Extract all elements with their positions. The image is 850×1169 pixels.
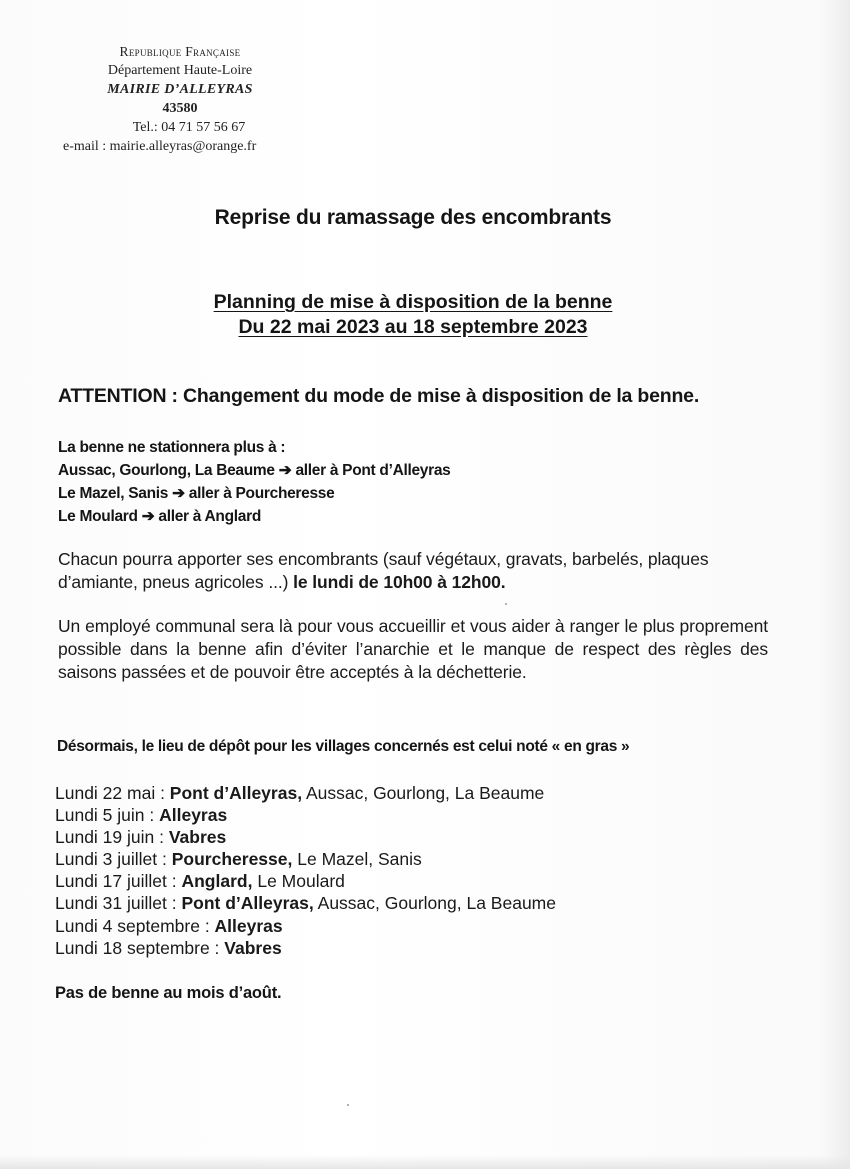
schedule-other-villages: Aussac, Gourlong, La Beaume — [313, 893, 556, 914]
redirect-row — [58, 459, 451, 482]
paragraph-drop-off-text: Chacun pourra apporter ses encombrants (sauf végétaux, gravats, barbelés, plaques d’amiante, pneus agricoles ...) — [58, 549, 709, 592]
schedule-date: Lundi 3 juillet : — [55, 849, 172, 870]
schedule-row — [55, 870, 556, 892]
redirect-row — [58, 505, 451, 528]
no-august-notice: Pas de benne au mois d’août. — [55, 984, 282, 1002]
redirect-to: aller à Anglard — [158, 508, 261, 525]
schedule-date: Lundi 31 juillet : — [55, 893, 182, 914]
scan-speck — [505, 603, 507, 605]
scan-bottom-shadow — [0, 1155, 850, 1169]
paragraph-employee: Un employé communal sera là pour vous accueillir et vous aider à ranger le plus proprement possible dans la benne afin d’éviter l’anarchie et le manque de respect des règles des saisons passées et de pouvoir être acceptés à la déchetterie. — [58, 616, 768, 682]
document-title: Reprise du ramassage des encombrants — [214, 206, 612, 229]
schedule-row — [55, 826, 556, 848]
schedule-date: Lundi 17 juillet : — [55, 871, 182, 892]
letterhead-mairie: MAIRIE D’ALLEYRAS — [107, 82, 253, 97]
schedule-main-location: Pourcheresse, — [171, 849, 293, 870]
planning-heading-line2: Du 22 mai 2023 au 18 septembre 2023 — [238, 316, 588, 338]
schedule-row — [55, 892, 556, 914]
redirect-row — [58, 482, 451, 505]
redirect-from: Aussac, Gourlong, La Beaume — [58, 462, 275, 479]
schedule-date: Lundi 19 juin : — [55, 827, 169, 848]
redirect-to: aller à Pont d’Alleyras — [295, 462, 451, 479]
arrow-right-icon: ➔ — [278, 462, 292, 479]
planning-heading-line1: Planning de mise à disposition de la benne — [213, 291, 613, 313]
no-stop-list — [58, 436, 451, 528]
schedule-other-villages: Aussac, Gourlong, La Beaume — [302, 783, 545, 803]
letterhead-email: e-mail : mairie.alleyras@orange.fr — [63, 139, 257, 154]
schedule-main-location: Anglard, — [181, 871, 253, 892]
planning-heading — [0, 290, 826, 340]
paragraph-drop-off — [58, 548, 768, 594]
letterhead — [55, 42, 305, 156]
paragraph-drop-off-schedule: le lundi de 10h00 à 12h00. — [293, 572, 506, 592]
schedule-main-location: Alleyras — [214, 915, 283, 936]
redirect-from: Le Mazel, Sanis — [58, 485, 169, 502]
schedule-row — [55, 915, 556, 937]
schedule-main-location: Pont d’Alleyras, — [169, 783, 303, 803]
letterhead-postal-code: 43580 — [162, 101, 198, 116]
no-stop-intro: La benne ne stationnera plus à : — [58, 439, 286, 456]
redirect-from: Le Moulard — [58, 508, 138, 525]
schedule-row — [55, 804, 556, 826]
scan-speck — [347, 1104, 349, 1106]
schedule-date: Lundi 4 septembre : — [55, 915, 215, 936]
schedule-other-villages: Le Mazel, Sanis — [292, 849, 422, 870]
redirect-to: aller à Pourcheresse — [188, 485, 335, 502]
letterhead-departement: Département Haute-Loire — [107, 63, 253, 78]
letterhead-republique: Republique Française — [119, 44, 241, 59]
arrow-right-icon: ➔ — [172, 485, 185, 502]
schedule-row — [55, 782, 556, 804]
schedule-row — [55, 848, 556, 870]
arrow-right-icon: ➔ — [141, 508, 155, 525]
schedule-date: Lundi 5 juin : — [55, 805, 160, 826]
schedule-date: Lundi 18 septembre : — [55, 937, 225, 958]
schedule-row — [55, 937, 556, 959]
schedule-main-location: Pont d’Alleyras, — [181, 893, 314, 914]
schedule-main-location: Alleyras — [159, 805, 228, 826]
letterhead-phone: Tel.: 04 71 57 56 67 — [132, 120, 246, 135]
attention-notice: ATTENTION : Changement du mode de mise à disposition de la benne. — [58, 385, 700, 407]
schedule-list — [55, 782, 556, 959]
schedule-other-villages: Le Moulard — [252, 871, 345, 892]
schedule-date: Lundi 22 mai : — [55, 783, 170, 803]
schedule-main-location: Vabres — [224, 937, 282, 958]
scan-edge-shadow — [822, 0, 850, 1169]
schedule-main-location: Vabres — [168, 827, 227, 848]
drop-location-note: Désormais, le lieu de dépôt pour les villages concernés est celui noté « en gras » — [57, 738, 630, 755]
